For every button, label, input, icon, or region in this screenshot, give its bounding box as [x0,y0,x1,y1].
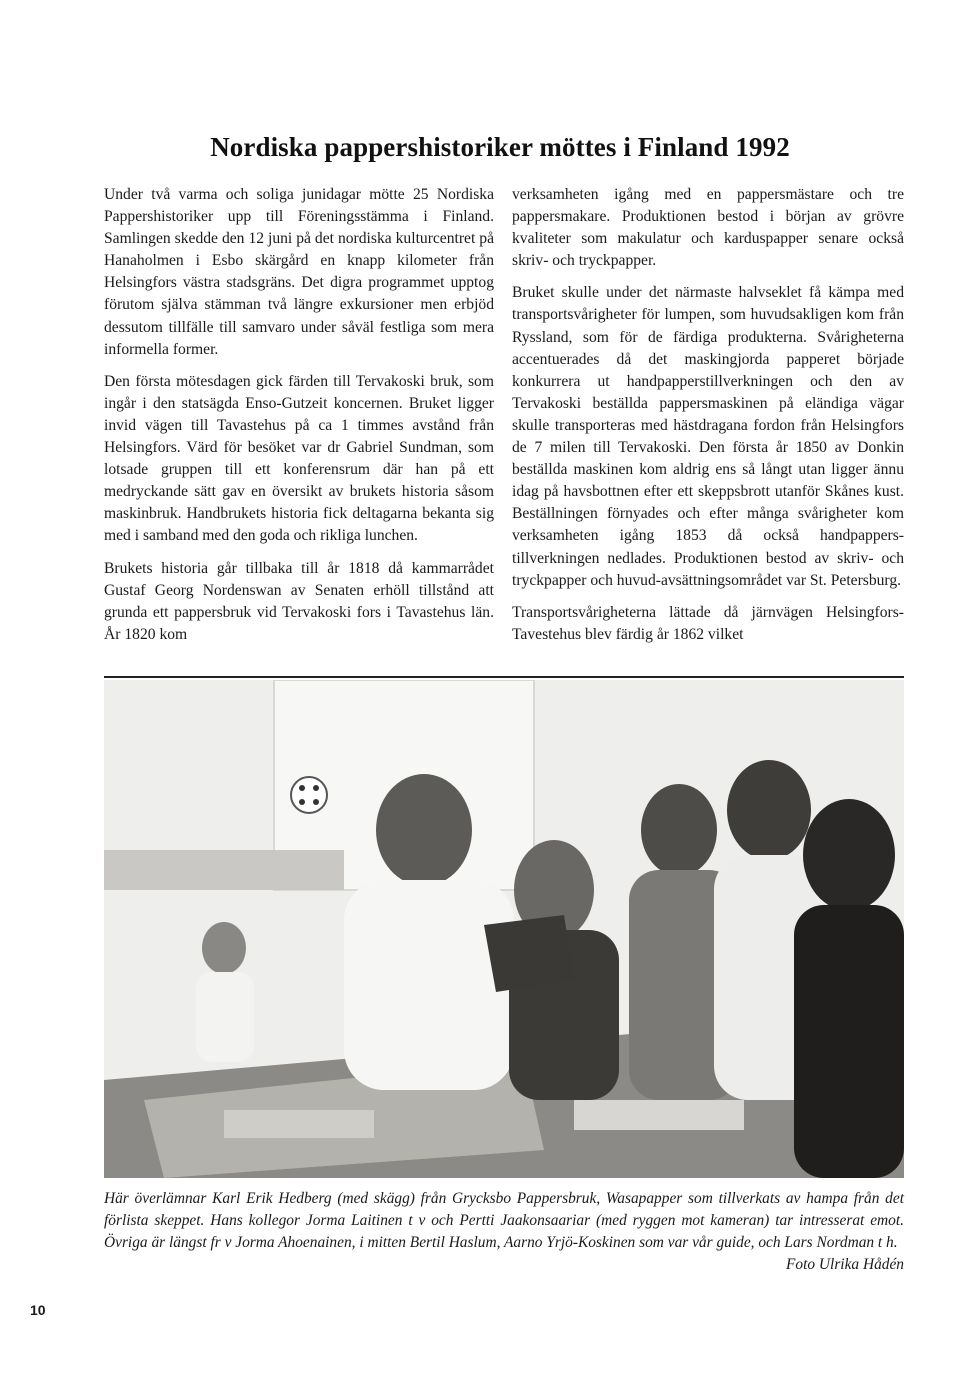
photo-caption [104,1188,904,1276]
caption-text: Här överlämnar Karl Erik Hedberg (med skägg) från Grycksbo Pappersbruk, Wasapapper som tillverkats av hampa från det förlista skeppet. Hans kollegor Jorma Laitinen t v och Pertti Jaakonsaariar (med ryggen mot kameran) tar intresserat emot. Övriga är längst fr v Jorma Ahoenainen, i mitten Bertil Haslum, Aarno Yrjö-Koskinen som var vår guide, och Lars Nordman t h. [104,1190,904,1251]
left-column [104,184,494,656]
page-number: 10 [30,1302,46,1318]
left-paragraph-1: Under två varma och soliga junidagar mötte 25 Nordiska Pappershistoriker upp till Föreningsstämma i Finland. Samlingen skedde den 12 juni på det nordiska kulturcentret på Hanaholmen i Esbo skärgård en knapp kilometer från Helsingfors västra stadsgräns. Det digra programmet upptog förutom själva stämman två längre exkursioner men erbjöd dessutom tillfälle till samvaro under såväl festliga som mera informella former. [104,186,494,358]
right-paragraph-1: verksamheten igång med en pappersmästare och tre pappersmakare. Produktionen bestod i början av grövre kvaliteter som makulatur och karduspapper senare också skriv- och tryckpapper. [512,186,904,270]
photo-top-rule [104,676,904,678]
left-paragraph-3: Brukets historia går tillbaka till år 1818 då kammarrådet Gustaf Georg Nordenswan av Senaten erhöll tillstånd att grunda ett pappersbruk vid Tervakoski fors i Tavastehus län. År 1820 kom [104,559,494,643]
group-photo [104,680,904,1178]
right-paragraph-2: Bruket skulle under det närmaste halvseklet få kämpa med transportsvårigheter för lumpen, som huvudsakligen kom från Ryssland, som för de färdiga produkterna. Svårigheterna accentuerades då det maskingjorda papperet började konkurrera ut handpapperstillverkningen och den av Tervakoski beställda pappersmaskinen på eländiga vägar skulle transporteras med hästdragana fordon från Helsingfors de 7 milen till Tervakoski. Den första år 1850 av Donkin beställda maskinen kom aldrig ens så långt utan ligger ännu idag på havsbottnen efter ett skeppsbrott utanför Skånes kust. Beställningen förnyades och efter många svårigheter kom verksamheten igång 1853 då också handpappers-tillverkningen nedlades. Produktionen bestod av skriv- och tryckpapper och huvud-avsättningsområdet var St. Petersburg. [512,284,904,589]
group-photo-illustration [104,680,904,1178]
left-paragraph-2: Den första mötesdagen gick färden till Tervakoski bruk, som ingår i den statsägda Enso-Gutzeit koncernen. Bruket ligger invid vägen till Tavastehus på ca 1 timmes avstånd från Helsingfors. Värd för besöket var dr Gabriel Sundman, som lotsade gruppen till ett konferensrum där han på ett medryckande sätt gav en översikt av brukets historia såsom maskinbruk. Handbrukets historia fick deltagarna bekanta sig med i samband med den goda och rikliga lunchen. [104,372,494,545]
photo-credit: Foto Ulrika Hådén [786,1256,904,1273]
right-column [512,184,904,656]
right-paragraph-3: Transportsvårigheterna lättade då järnvägen Helsingfors-Tavestehus blev färdig år 1862 vilket [512,603,904,643]
article-title: Nordiska pappershistoriker möttes i Finland 1992 [210,132,790,163]
